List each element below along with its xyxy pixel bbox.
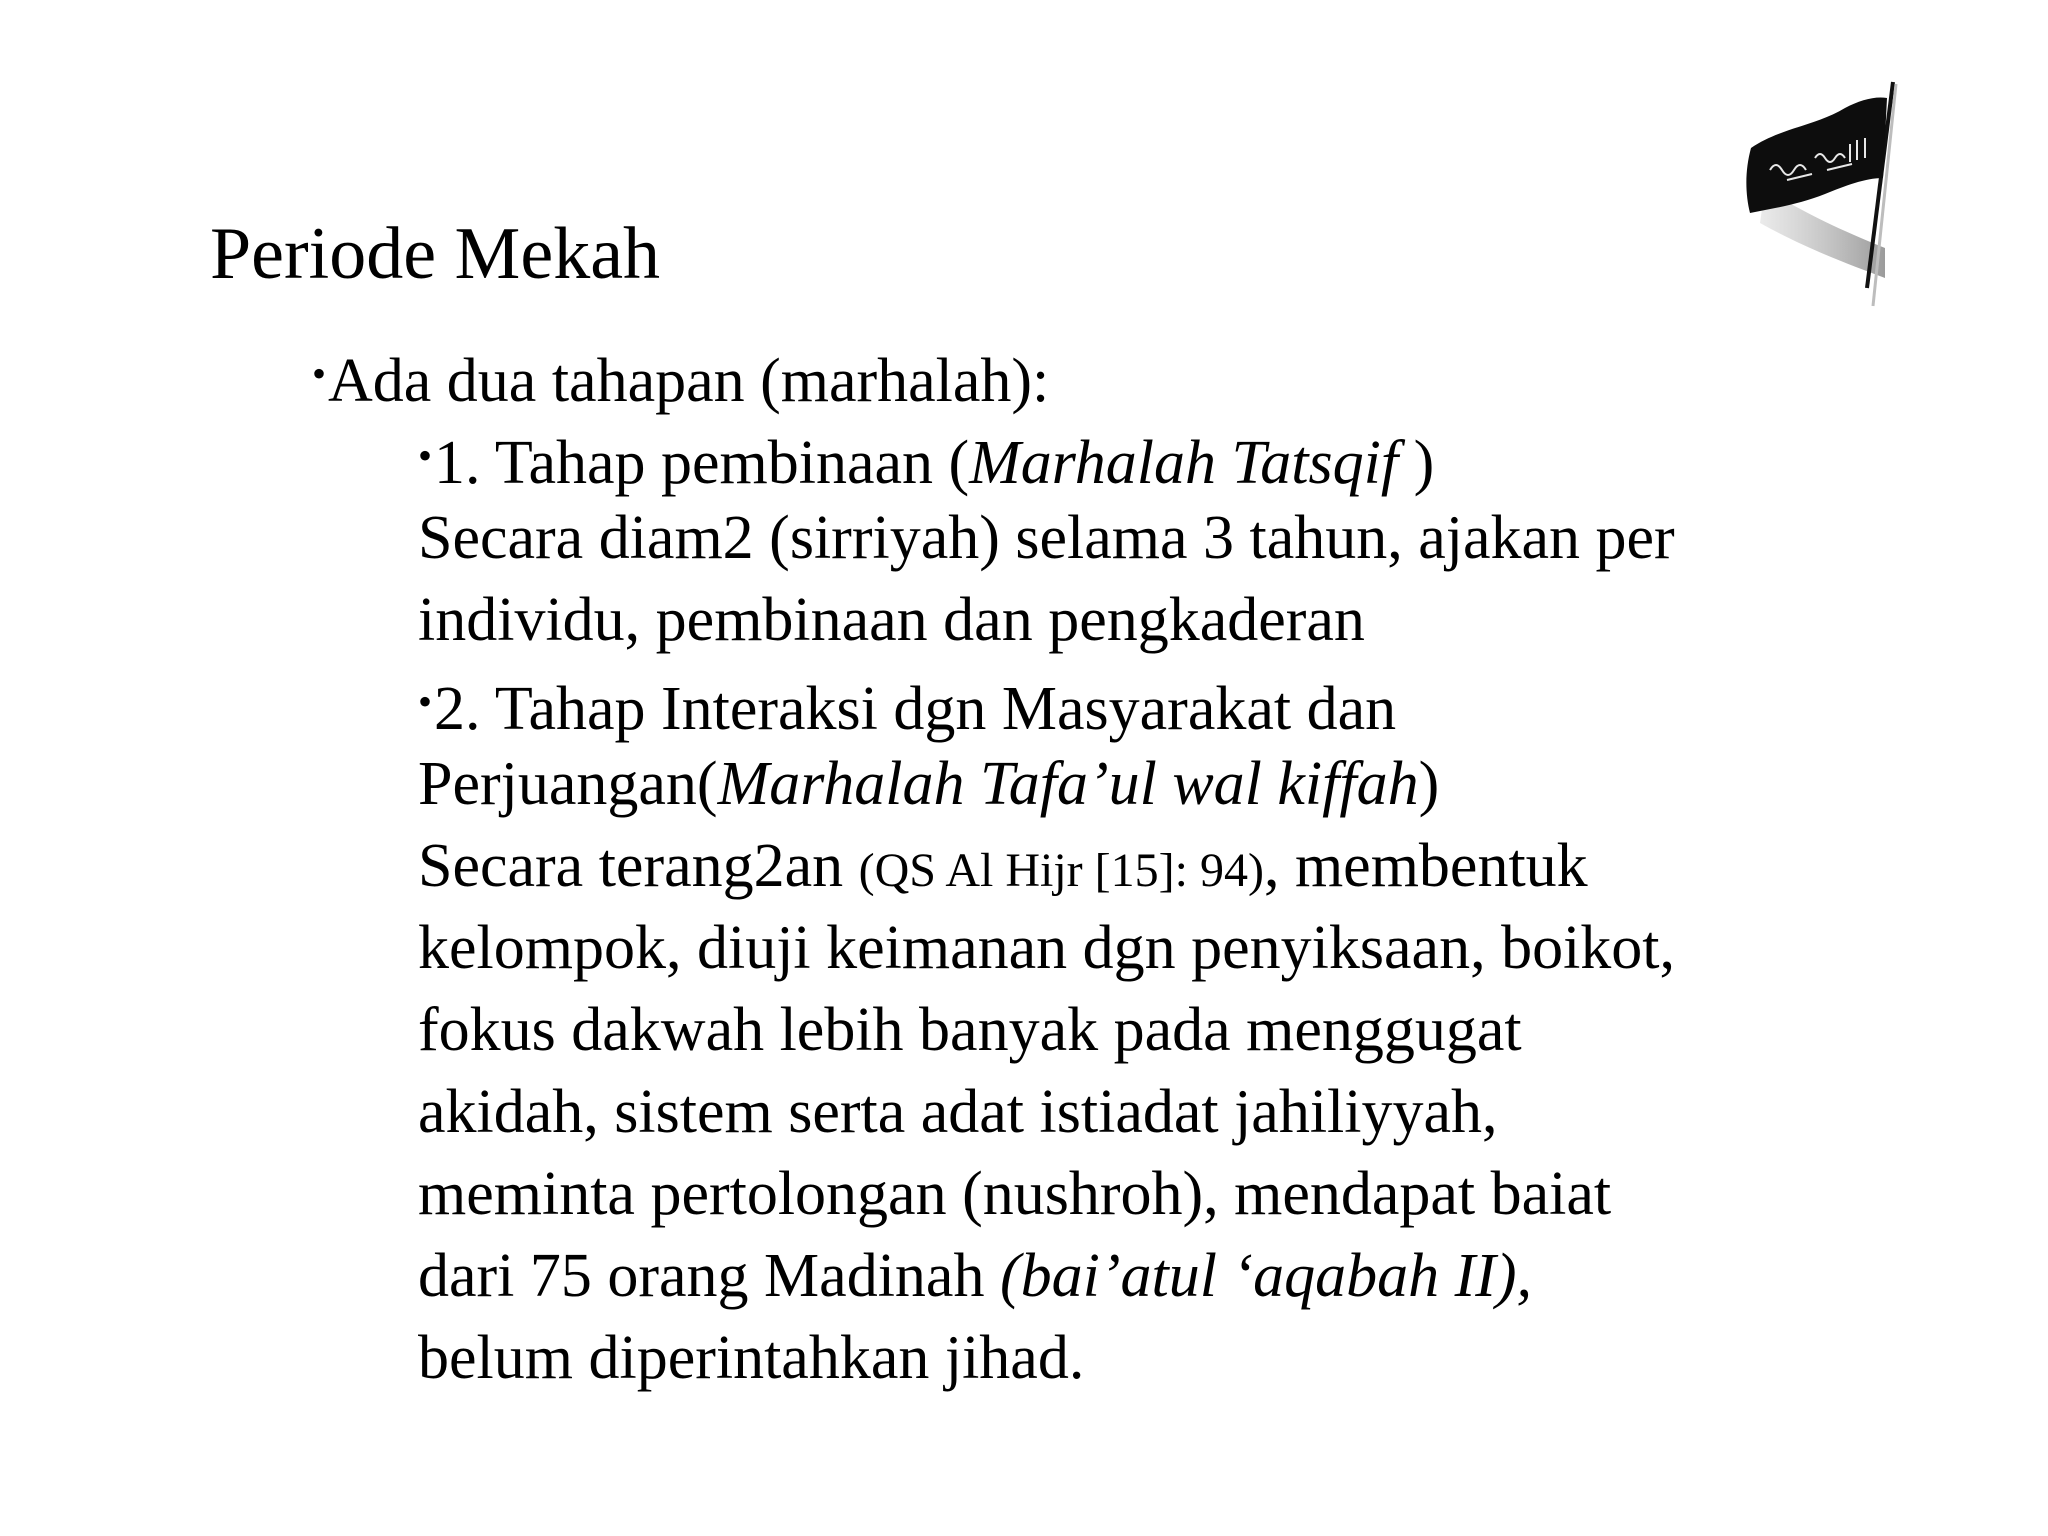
stage2-desc-line6-italic: (bai’atul ‘aqabah II), — [999, 1242, 1533, 1310]
slide-title: Periode Mekah — [210, 213, 661, 295]
stage2-label-line1 — [418, 662, 1396, 749]
stage1-label-close: ) — [1413, 429, 1435, 497]
stage1-desc-line1: Secara diam2 (sirriyah) selama 3 tahun, ajakan per — [418, 504, 1675, 572]
stage2-desc-line6-prefix: dari 75 orang Madinah — [418, 1242, 1000, 1310]
stage2-desc-suffix: , membentuk — [1263, 832, 1588, 900]
stage2-desc-line6 — [418, 1236, 1532, 1316]
stage2-desc-line4: akidah, sistem serta adat istiadat jahiliyyah, — [418, 1078, 1498, 1146]
stage2-desc-line7: belum diperintahkan jihad. — [418, 1324, 1085, 1392]
stage2-label-line2 — [418, 744, 1439, 824]
stage1-label-text: 1. Tahap pembinaan ( — [434, 429, 970, 497]
stage2-label-italic: Marhalah Tafa’ul wal kiffah — [717, 750, 1419, 818]
intro-text: Ada dua tahapan (marhalah): — [328, 347, 1050, 415]
stage2-desc-line3: fokus dakwah lebih banyak pada menggugat — [418, 996, 1522, 1064]
stage2-desc-line5: meminta pertolongan (nushroh), mendapat baiat — [418, 1160, 1612, 1228]
stage1-label — [418, 416, 1434, 503]
stage2-label-close: ) — [1418, 750, 1440, 818]
stage2-desc-line2: kelompok, diuji keimanan dgn penyiksaan, boikot, — [418, 914, 1676, 982]
stage2-label-text: 2. Tahap Interaksi dgn Masyarakat dan — [434, 675, 1397, 743]
stage1-label-italic: Marhalah Tatsqif — [969, 429, 1414, 497]
intro-bullet — [312, 334, 1049, 421]
bullet-icon: • — [418, 679, 433, 724]
black-flag-icon — [1735, 78, 1905, 308]
stage2-desc-line1 — [418, 826, 1588, 911]
bullet-icon: • — [418, 433, 433, 478]
stage2-desc-prefix: Secara terang2an — [418, 832, 859, 900]
stage2-label-prefix: Perjuangan( — [418, 750, 718, 818]
stage1-desc-line2: individu, pembinaan dan pengkaderan — [418, 586, 1365, 654]
stage2-desc-reference: (QS Al Hijr [15]: 94) — [858, 844, 1264, 897]
bullet-icon: • — [312, 351, 327, 396]
